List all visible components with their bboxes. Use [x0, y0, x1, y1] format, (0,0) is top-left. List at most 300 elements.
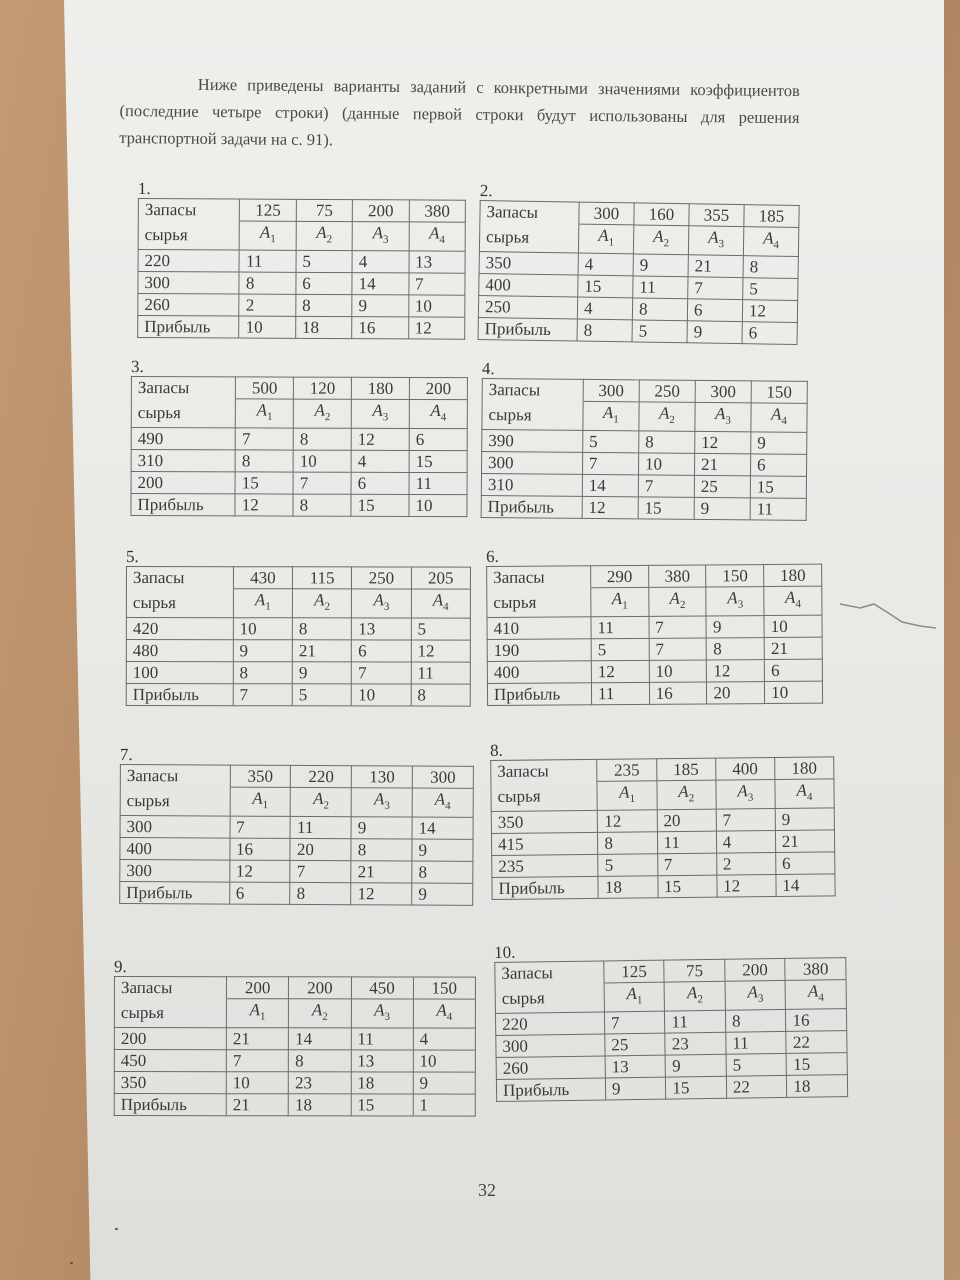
coefficient-cell: 6 — [296, 273, 352, 295]
product-label-cell — [352, 222, 409, 252]
variant-number: 9. — [113, 957, 127, 977]
demand-cell: 150 — [751, 381, 807, 403]
stock-label-line2: сырья — [491, 781, 598, 812]
coefficient-cell: 7 — [638, 475, 694, 497]
profit-cell: 16 — [649, 682, 707, 704]
coefficient-cell: 9 — [666, 1055, 727, 1078]
product-letter: A — [256, 400, 268, 420]
demand-cell: 120 — [294, 377, 352, 399]
coefficient-cell: 8 — [743, 256, 798, 279]
product-label-cell — [291, 787, 352, 817]
coefficient-cell: 20 — [657, 810, 716, 833]
profit-label: Прибыль — [126, 684, 233, 706]
coefficient-cell: 9 — [706, 616, 764, 638]
product-letter: A — [254, 590, 266, 610]
coefficient-cell: 11 — [290, 817, 351, 839]
product-letter: A — [314, 400, 325, 420]
coefficient-cell: 10 — [293, 450, 351, 472]
resource-stock-cell: 300 — [138, 272, 240, 295]
coefficient-cell: 9 — [775, 808, 834, 831]
demand-cell: 160 — [634, 203, 689, 226]
resource-row — [482, 452, 807, 477]
coefficient-cell: 12 — [229, 860, 290, 882]
coefficient-cell: 2 — [239, 294, 295, 316]
product-letter: A — [747, 982, 758, 1002]
coefficient-cell: 14 — [412, 817, 473, 839]
demand-cell: 185 — [744, 205, 799, 228]
product-label-cell — [578, 224, 633, 254]
demand-cell: 220 — [291, 765, 352, 787]
product-label-cell — [351, 399, 409, 429]
coefficient-cell: 6 — [352, 640, 411, 662]
header-row-products — [487, 586, 822, 618]
coefficient-cell: 8 — [725, 1010, 786, 1033]
product-letter: A — [373, 590, 384, 610]
profit-cell: 8 — [577, 319, 632, 342]
profit-cell: 12 — [351, 883, 412, 905]
resource-stock-cell: 300 — [120, 860, 230, 883]
coefficient-cell: 21 — [775, 830, 834, 853]
product-letter: A — [626, 984, 637, 1004]
product-index: 3 — [383, 233, 389, 246]
demand-cell: 300 — [579, 202, 634, 225]
header-row-demand — [482, 379, 807, 404]
coefficient-cell: 8 — [233, 662, 292, 684]
product-label-cell — [226, 999, 288, 1028]
product-label-cell — [240, 221, 297, 251]
resource-stock-cell: 300 — [496, 1034, 605, 1058]
product-letter: A — [373, 789, 385, 809]
coefficient-cell: 22 — [786, 1031, 847, 1054]
resource-row — [131, 450, 467, 473]
resource-stock-cell: 250 — [478, 296, 577, 320]
coefficient-cell: 9 — [233, 640, 292, 662]
product-index: 2 — [322, 1010, 328, 1023]
stock-label-line2: сырья — [479, 223, 578, 254]
coefficient-cell: 6 — [764, 660, 822, 682]
coefficient-cell: 23 — [289, 1072, 351, 1094]
coefficient-cell: 7 — [408, 273, 465, 295]
stock-label-line1: Запасы — [120, 765, 230, 788]
product-letter: A — [374, 1000, 385, 1020]
variant-number: 1. — [137, 179, 151, 199]
demand-cell: 400 — [715, 758, 774, 781]
variant-table — [119, 764, 474, 906]
product-letter: A — [714, 404, 726, 424]
profit-cell: 6 — [229, 882, 290, 904]
resource-row — [126, 618, 470, 641]
product-index: 4 — [781, 415, 787, 428]
stock-label-line2: сырья — [138, 221, 240, 251]
profit-label: Прибыль — [492, 877, 599, 900]
variant-number: 6. — [485, 546, 499, 566]
demand-cell: 200 — [226, 977, 288, 999]
profit-cell: 6 — [742, 322, 797, 345]
product-index: 2 — [323, 799, 330, 812]
demand-cell: 430 — [233, 567, 292, 589]
demand-cell: 500 — [236, 377, 294, 399]
coefficient-cell: 11 — [633, 276, 688, 299]
coefficient-cell: 10 — [413, 1050, 475, 1072]
product-letter: A — [653, 226, 664, 246]
resource-stock-cell: 200 — [131, 472, 235, 494]
coefficient-cell: 25 — [605, 1034, 666, 1057]
product-index: 1 — [613, 413, 619, 426]
coefficient-cell: 8 — [296, 295, 352, 317]
coefficient-cell: 10 — [638, 453, 694, 475]
coefficient-cell: 23 — [665, 1033, 726, 1056]
product-letter: A — [770, 404, 782, 424]
coefficient-cell: 12 — [411, 640, 470, 662]
variant-block — [494, 939, 848, 1102]
coefficient-cell: 7 — [293, 472, 351, 494]
profit-row — [487, 682, 822, 706]
product-index: 4 — [440, 411, 447, 424]
product-index: 3 — [757, 992, 764, 1005]
profit-cell: 15 — [351, 495, 409, 517]
header-row-products — [131, 399, 467, 430]
resource-row — [131, 472, 467, 495]
resource-row — [120, 816, 473, 840]
stock-label-line2: сырья — [131, 399, 235, 429]
resource-stock-cell: 480 — [126, 640, 233, 662]
product-label-cell — [236, 399, 294, 429]
product-index: 1 — [622, 599, 628, 612]
coefficient-cell: 8 — [707, 638, 765, 660]
header-row-products — [138, 221, 465, 252]
resource-row — [487, 638, 822, 662]
coefficient-cell: 9 — [352, 295, 408, 317]
variant-table — [137, 198, 466, 340]
product-index: 4 — [773, 239, 780, 252]
product-letter: A — [658, 403, 670, 423]
product-letter: A — [252, 788, 263, 808]
stock-label-line1: Запасы — [138, 199, 240, 222]
coefficient-cell: 13 — [409, 251, 466, 273]
header-row-demand — [114, 977, 475, 1000]
coefficient-cell: 7 — [657, 854, 716, 877]
product-label-cell — [664, 981, 725, 1011]
resource-stock-cell: 410 — [487, 617, 591, 640]
product-letter: A — [249, 1000, 261, 1020]
coefficient-cell: 15 — [235, 472, 293, 494]
product-letter: A — [727, 588, 738, 608]
demand-cell: 380 — [409, 200, 466, 222]
variant-number: 4. — [481, 359, 495, 379]
coefficient-cell: 7 — [230, 816, 291, 838]
product-label-cell — [289, 999, 351, 1028]
demand-cell: 115 — [292, 567, 351, 589]
coefficient-cell: 10 — [764, 616, 822, 638]
product-label-cell — [351, 999, 413, 1028]
coefficient-cell: 14 — [289, 1028, 351, 1050]
coefficient-cell: 7 — [649, 638, 707, 660]
paper-crease — [840, 600, 936, 630]
product-index: 3 — [384, 799, 390, 812]
coefficient-cell: 15 — [750, 476, 806, 498]
coefficient-cell: 11 — [411, 662, 470, 684]
intro-paragraph — [119, 70, 800, 158]
resource-stock-cell: 220 — [495, 1012, 604, 1036]
page-number: 32 — [478, 1180, 496, 1200]
product-label-cell — [648, 587, 706, 617]
coefficient-cell: 16 — [229, 838, 290, 860]
coefficient-cell: 9 — [633, 254, 688, 277]
coefficient-cell: 6 — [409, 429, 467, 451]
coefficient-cell: 6 — [351, 473, 409, 495]
coefficient-cell: 18 — [351, 1072, 413, 1094]
coefficient-cell: 4 — [577, 297, 632, 320]
resource-row — [114, 1050, 475, 1073]
demand-cell: 130 — [352, 766, 413, 788]
coefficient-cell: 10 — [233, 618, 292, 640]
coefficient-cell: 8 — [632, 298, 687, 321]
resource-stock-cell: 490 — [131, 428, 235, 450]
profit-cell: 22 — [726, 1076, 787, 1099]
coefficient-cell: 21 — [764, 638, 822, 660]
profit-cell: 10 — [409, 495, 467, 517]
product-index: 3 — [725, 414, 731, 427]
resource-stock-cell: 390 — [482, 430, 583, 453]
profit-cell: 15 — [351, 1094, 413, 1116]
product-letter: A — [611, 589, 623, 609]
product-label-cell — [409, 399, 467, 429]
profit-cell: 18 — [598, 876, 657, 899]
coefficient-cell: 10 — [226, 1072, 288, 1094]
product-label-cell — [233, 589, 292, 618]
variant-table — [126, 566, 471, 707]
coefficient-cell: 13 — [352, 618, 411, 640]
resource-row — [491, 808, 834, 834]
demand-cell: 200 — [725, 958, 786, 981]
resource-row — [138, 294, 465, 318]
profit-cell: 15 — [666, 1077, 727, 1100]
coefficient-cell: 25 — [694, 476, 750, 498]
coefficient-cell: 11 — [409, 473, 467, 495]
product-label-cell — [351, 788, 412, 818]
product-label-cell — [656, 780, 715, 810]
profit-label: Прибыль — [487, 683, 591, 706]
coefficient-cell: 7 — [688, 277, 743, 300]
profit-cell: 9 — [687, 321, 742, 344]
header-row-demand — [138, 199, 465, 223]
product-label-cell — [775, 779, 834, 809]
resource-row — [114, 1072, 475, 1095]
product-label-cell — [583, 401, 639, 431]
demand-cell: 250 — [352, 567, 411, 589]
profit-row — [138, 316, 465, 340]
product-label-cell — [751, 403, 807, 433]
variant-table — [494, 957, 848, 1102]
product-label-cell — [716, 780, 775, 810]
product-index: 2 — [663, 237, 670, 250]
stock-label-line2: сырья — [120, 787, 230, 817]
coefficient-cell: 21 — [226, 1028, 288, 1050]
variant-block — [119, 746, 474, 906]
product-index: 4 — [818, 991, 825, 1004]
resource-row — [138, 272, 465, 296]
resource-stock-cell: 190 — [487, 639, 591, 662]
product-index: 2 — [326, 233, 333, 246]
coefficient-cell: 11 — [726, 1032, 787, 1055]
profit-cell: 10 — [352, 684, 411, 706]
header-row-demand — [126, 567, 470, 590]
coefficient-cell: 8 — [351, 839, 412, 861]
profit-row — [120, 882, 473, 906]
resource-stock-cell: 300 — [120, 816, 230, 839]
profit-label: Прибыль — [496, 1078, 605, 1102]
coefficient-cell: 12 — [742, 300, 797, 323]
product-letter: A — [686, 983, 698, 1003]
coefficient-cell: 5 — [411, 618, 470, 640]
product-index: 4 — [439, 233, 445, 246]
coefficient-cell: 9 — [412, 839, 473, 861]
resource-stock-cell: 300 — [482, 452, 583, 475]
profit-label: Прибыль — [138, 316, 240, 339]
demand-cell: 150 — [706, 565, 764, 587]
profit-cell: 8 — [293, 494, 351, 516]
demand-cell: 125 — [604, 960, 665, 983]
coefficient-cell: 13 — [605, 1056, 666, 1079]
profit-cell: 18 — [296, 317, 352, 339]
product-letter: A — [311, 1000, 323, 1020]
profit-cell: 12 — [582, 497, 638, 519]
resource-stock-cell: 350 — [114, 1072, 226, 1094]
resource-row — [481, 474, 806, 499]
header-row-demand — [487, 564, 822, 588]
coefficient-cell: 5 — [583, 431, 639, 453]
coefficient-cell: 11 — [351, 1028, 413, 1050]
product-label-cell — [352, 589, 411, 618]
coefficient-cell: 8 — [293, 428, 351, 450]
product-index: 3 — [383, 600, 390, 613]
product-label-cell — [706, 587, 764, 617]
resource-stock-cell: 310 — [481, 474, 582, 497]
demand-cell: 355 — [689, 204, 744, 227]
product-letter: A — [678, 781, 689, 802]
demand-cell: 75 — [296, 199, 352, 221]
product-index: 2 — [697, 993, 704, 1006]
profit-cell: 8 — [290, 883, 351, 905]
coefficient-cell: 8 — [639, 431, 695, 453]
demand-cell: 185 — [656, 758, 715, 781]
stock-label-line2: сырья — [495, 983, 604, 1014]
coefficient-cell: 4 — [413, 1028, 475, 1050]
coefficient-cell: 8 — [412, 861, 473, 883]
coefficient-cell: 9 — [751, 432, 807, 454]
resource-stock-cell: 350 — [479, 252, 578, 276]
demand-cell: 450 — [351, 977, 413, 999]
demand-cell: 205 — [411, 567, 470, 589]
coefficient-cell: 13 — [351, 1050, 413, 1072]
coefficient-cell: 10 — [408, 295, 465, 317]
profit-cell: 8 — [411, 684, 470, 706]
intro-text: Ниже приведены варианты заданий с конкретными значениями коэффициентов (последние четыре строки) (данные первой строки будут использованы для решения транспортной задачи на с. 91). — [119, 74, 800, 150]
coefficient-cell: 8 — [292, 618, 351, 640]
product-index: 1 — [608, 236, 615, 249]
resource-row — [114, 1028, 475, 1051]
resource-row — [126, 662, 470, 685]
resource-row — [491, 830, 834, 856]
profit-label: Прибыль — [120, 882, 230, 905]
profit-row — [492, 874, 835, 900]
resource-stock-cell: 100 — [126, 662, 233, 684]
product-label-cell — [743, 227, 798, 257]
profit-cell: 9 — [605, 1078, 666, 1101]
product-index: 4 — [446, 1010, 453, 1023]
resource-stock-cell: 415 — [491, 833, 598, 856]
resource-stock-cell: 310 — [131, 450, 235, 472]
stock-label-line1: Запасы — [114, 977, 226, 999]
profit-cell: 20 — [707, 682, 765, 704]
coefficient-cell: 20 — [290, 839, 351, 861]
profit-cell: 18 — [288, 1094, 350, 1116]
demand-cell: 250 — [639, 380, 695, 402]
profit-row — [496, 1075, 847, 1102]
product-label-cell — [413, 999, 475, 1028]
stock-label-line1: Запасы — [491, 759, 598, 782]
coefficient-cell: 7 — [604, 1012, 665, 1035]
stock-label-line1: Запасы — [487, 566, 591, 589]
product-letter: A — [763, 228, 774, 248]
coefficient-cell: 21 — [688, 255, 743, 278]
profit-cell: 16 — [352, 317, 408, 339]
demand-cell: 300 — [695, 380, 751, 402]
product-letter: A — [784, 587, 796, 607]
coefficient-cell: 11 — [591, 617, 649, 639]
product-letter: A — [314, 590, 325, 610]
variant-block — [130, 358, 468, 518]
coefficient-cell: 7 — [649, 616, 707, 638]
variant-block — [490, 738, 836, 900]
variant-block — [114, 958, 476, 1117]
profit-cell: 10 — [765, 682, 823, 704]
product-letter: A — [602, 403, 614, 423]
product-index: 2 — [679, 598, 686, 612]
resource-stock-cell: 420 — [126, 618, 233, 640]
resource-stock-cell: 400 — [487, 661, 591, 684]
product-label-cell — [412, 788, 473, 818]
coefficient-cell: 4 — [578, 253, 633, 276]
resource-stock-cell: 260 — [496, 1056, 605, 1080]
variant-table — [486, 564, 823, 707]
demand-cell: 200 — [353, 200, 409, 222]
coefficient-cell: 16 — [786, 1009, 847, 1032]
coefficient-cell: 5 — [743, 278, 798, 301]
resource-row — [120, 838, 473, 862]
coefficient-cell: 21 — [292, 640, 351, 662]
coefficient-cell: 7 — [352, 662, 411, 684]
product-letter: A — [429, 223, 440, 243]
variant-table — [130, 376, 467, 518]
demand-cell: 200 — [289, 977, 351, 999]
product-index: 2 — [324, 600, 331, 613]
header-row-products — [126, 589, 470, 619]
profit-cell: 21 — [226, 1094, 288, 1116]
product-index: 2 — [688, 792, 695, 805]
demand-cell: 180 — [351, 377, 409, 399]
product-index: 4 — [795, 598, 801, 611]
resource-row — [131, 428, 467, 451]
demand-cell: 75 — [664, 959, 725, 982]
resource-stock-cell: 220 — [138, 250, 240, 273]
profit-label: Прибыль — [481, 496, 582, 519]
coefficient-cell: 6 — [750, 454, 806, 476]
coefficient-cell: 4 — [716, 831, 775, 854]
resource-stock-cell: 235 — [492, 855, 599, 878]
profit-cell: 5 — [292, 684, 351, 706]
variant-block — [137, 180, 466, 340]
